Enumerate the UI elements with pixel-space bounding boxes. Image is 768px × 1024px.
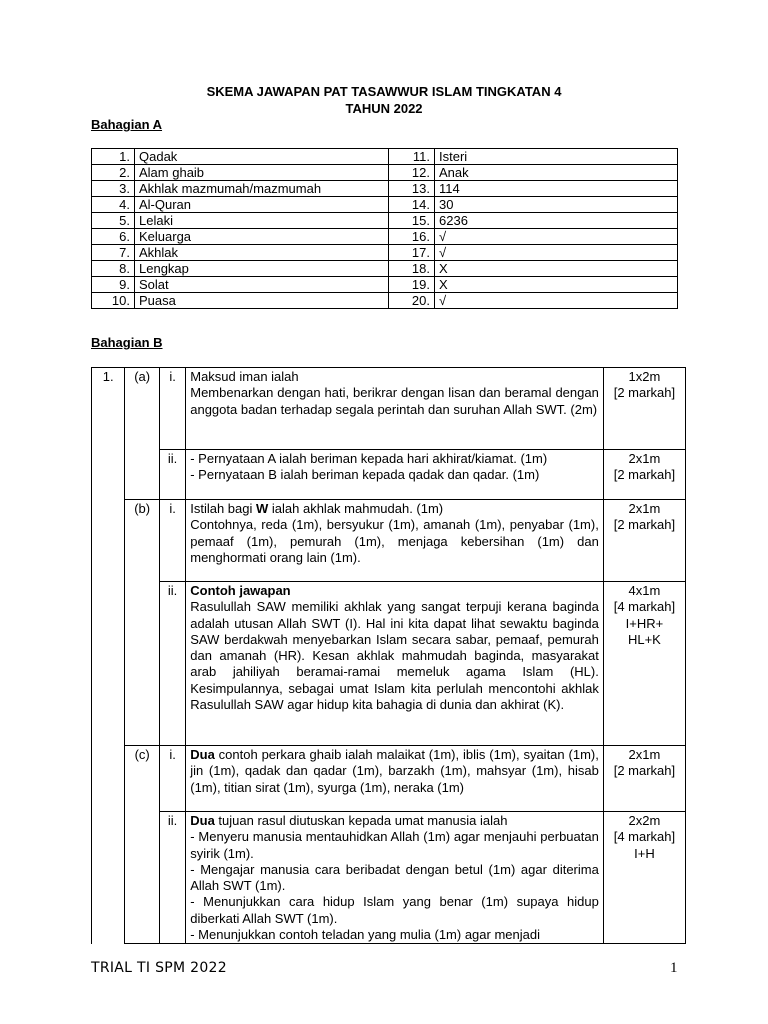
answer-line: - Menunjukkan contoh teladan yang mulia (1m) agar menjadi [190, 927, 540, 943]
answer-cell: Keluarga [135, 229, 389, 245]
section-a-table [91, 148, 678, 309]
marks-line: I+HR+ [625, 615, 664, 631]
row-number: 5. [92, 213, 135, 229]
answer-cell [186, 500, 604, 582]
table-row [92, 500, 686, 582]
answer-cell: Akhlak [135, 245, 389, 261]
table-row [92, 261, 678, 277]
marks-cell [603, 746, 685, 812]
answer-cell: X [435, 261, 678, 277]
answer-cell: 30 [435, 197, 678, 213]
row-number: 16. [389, 229, 435, 245]
answer-cell: 114 [435, 181, 678, 197]
section-a-heading: Bahagian A [91, 117, 163, 132]
row-number: 7. [92, 245, 135, 261]
answer-cell [186, 812, 604, 944]
answer-cell: Akhlak mazmumah/mazmumah [135, 181, 389, 197]
section-b-heading: Bahagian B [91, 335, 163, 350]
row-number: 3. [92, 181, 135, 197]
row-number: 8. [92, 261, 135, 277]
part-label-a: (a) [125, 368, 159, 500]
answer-cell [186, 582, 604, 746]
answer-cell [186, 746, 604, 812]
title-line-2: TAHUN 2022 [345, 101, 423, 116]
answer-cell: Lengkap [135, 261, 389, 277]
marks-line: [4 markah] [613, 599, 676, 615]
section-b-table [91, 367, 686, 944]
marks-line: 2x2m [628, 813, 661, 828]
roman-label: i. [159, 368, 185, 450]
marks-line: [2 markah] [613, 385, 676, 401]
table-row [92, 197, 678, 213]
answer-text: Istilah bagi [190, 501, 256, 516]
answer-cell: Alam ghaib [135, 165, 389, 181]
answer-line: - Mengajar manusia cara beribadat dengan betul (1m) agar diterima Allah SWT (1m). [190, 861, 599, 894]
roman-label: ii. [159, 812, 185, 944]
table-row [92, 181, 678, 197]
row-number: 14. [389, 197, 435, 213]
row-number: 6. [92, 229, 135, 245]
answer-cell: Anak [435, 165, 678, 181]
answer-cell: X [435, 277, 678, 293]
answer-line: Rasulullah SAW memiliki akhlak yang sangat terpuji kerana baginda adalah utusan Allah SWT (I). Hal ini kita dapat lihat sewaktu baginda SAW berdakwah menyebarkan Islam secara sabar, pemaaf, pemurah dan amanah (HR). Kesan akhlak mahmudah baginda, masyarakat arab jahiliyah beramai-ramai memeluk agama Islam (HL). Kesimpulannya, sebagai umat Islam kita perlulah mencontohi akhlak Rasulullah SAW agar hidup kita bahagia di dunia dan akhirat (K). [190, 599, 599, 713]
answer-cell: √ [435, 245, 678, 261]
row-number: 11. [389, 149, 435, 165]
answer-cell: 6236 [435, 213, 678, 229]
marks-cell [603, 812, 685, 944]
marks-line: [2 markah] [613, 763, 676, 779]
row-number: 18. [389, 261, 435, 277]
marks-cell [603, 500, 685, 582]
answer-cell: Al-Quran [135, 197, 389, 213]
page-number: 1 [670, 960, 678, 976]
table-row [92, 149, 678, 165]
table-row [92, 213, 678, 229]
row-number: 9. [92, 277, 135, 293]
answer-bold: Dua [190, 747, 215, 762]
row-number: 19. [389, 277, 435, 293]
table-row [92, 229, 678, 245]
marks-line: 2x1m [628, 451, 661, 466]
marks-cell [603, 450, 685, 500]
marks-line: [2 markah] [613, 467, 676, 483]
answer-line: - Menyeru manusia mentauhidkan Allah (1m) agar menjauhi perbuatan syirik (1m). [190, 829, 599, 861]
row-number: 20. [389, 293, 435, 309]
answer-cell: Isteri [435, 149, 678, 165]
marks-line: [4 markah] [613, 829, 676, 845]
answer-cell: √ [435, 293, 678, 309]
table-row [92, 582, 686, 746]
table-row [92, 450, 686, 500]
answer-text: contoh perkara ghaib ialah malaikat (1m), iblis (1m), syaitan (1m), jin (1m), qadak dan qadar (1m), barzakh (1m), mahsyar (1m), hisab (1m), titian sirat (1m), syurga (1m), neraka (1m) [190, 747, 599, 795]
row-number: 4. [92, 197, 135, 213]
marks-line: 1x2m [628, 369, 661, 384]
marks-line: HL+K [627, 631, 661, 647]
table-row [92, 165, 678, 181]
answer-cell: √ [435, 229, 678, 245]
part-label-c: (c) [125, 746, 159, 944]
answer-cell: Lelaki [135, 213, 389, 229]
marks-cell [603, 582, 685, 746]
table-row [92, 746, 686, 812]
answer-line [190, 501, 599, 517]
answer-cell [186, 450, 604, 500]
answer-cell: Puasa [135, 293, 389, 309]
document-title [0, 83, 768, 117]
answer-line: - Pernyataan B ialah beriman kepada qadak dan qadar. (1m) [190, 467, 540, 483]
answer-line: - Menunjukkan cara hidup Islam yang benar (1m) supaya hidup diberkati Allah SWT (1m). [190, 894, 599, 926]
row-number: 12. [389, 165, 435, 181]
answer-bold: Dua [190, 813, 215, 828]
table-row [92, 245, 678, 261]
roman-label: ii. [159, 582, 185, 746]
marks-line: [2 markah] [613, 517, 676, 533]
marks-line: I+H [634, 845, 655, 861]
answer-line: Membenarkan dengan hati, berikrar dengan lisan dan beramal dengan anggota badan terhadap segala perintah dan suruhan Allah SWT. (2m) [190, 385, 599, 417]
row-number: 13. [389, 181, 435, 197]
answer-text: tujuan rasul diutuskan kepada umat manusia ialah [214, 813, 508, 828]
question-number: 1. [92, 368, 125, 944]
row-number: 10. [92, 293, 135, 309]
marks-line: 2x1m [628, 747, 661, 762]
part-label-b: (b) [125, 500, 159, 746]
answer-text: ialah akhlak mahmudah. (1m) [268, 501, 444, 516]
table-row [92, 812, 686, 944]
table-row [92, 277, 678, 293]
answer-line [190, 747, 599, 796]
marks-cell [603, 368, 685, 450]
roman-label: i. [159, 746, 185, 812]
answer-cell [186, 368, 604, 450]
roman-label: ii. [159, 450, 185, 500]
answer-line: - Pernyataan A ialah beriman kepada hari akhirat/kiamat. (1m) [190, 451, 548, 466]
answer-cell: Solat [135, 277, 389, 293]
row-number: 15. [389, 213, 435, 229]
row-number: 1. [92, 149, 135, 165]
marks-line: 2x1m [628, 501, 661, 516]
table-row [92, 293, 678, 309]
answer-bold: W [256, 501, 269, 516]
table-row [92, 368, 686, 450]
answer-heading: Contoh jawapan [190, 583, 291, 598]
title-line-1: SKEMA JAWAPAN PAT TASAWWUR ISLAM TINGKATAN 4 [206, 84, 562, 99]
answer-line: Maksud iman ialah [190, 369, 299, 384]
row-number: 17. [389, 245, 435, 261]
roman-label: i. [159, 500, 185, 582]
marks-line: 4x1m [628, 583, 661, 598]
row-number: 2. [92, 165, 135, 181]
answer-line: Contohnya, reda (1m), bersyukur (1m), amanah (1m), penyabar (1m), pemaaf (1m), pemurah (1m), menjaga kebersihan (1m) dan menghormati orang lain (1m). [190, 517, 599, 565]
answer-line [190, 813, 599, 829]
footer-label: TRIAL TI SPM 2022 [91, 960, 227, 976]
answer-cell: Qadak [135, 149, 389, 165]
